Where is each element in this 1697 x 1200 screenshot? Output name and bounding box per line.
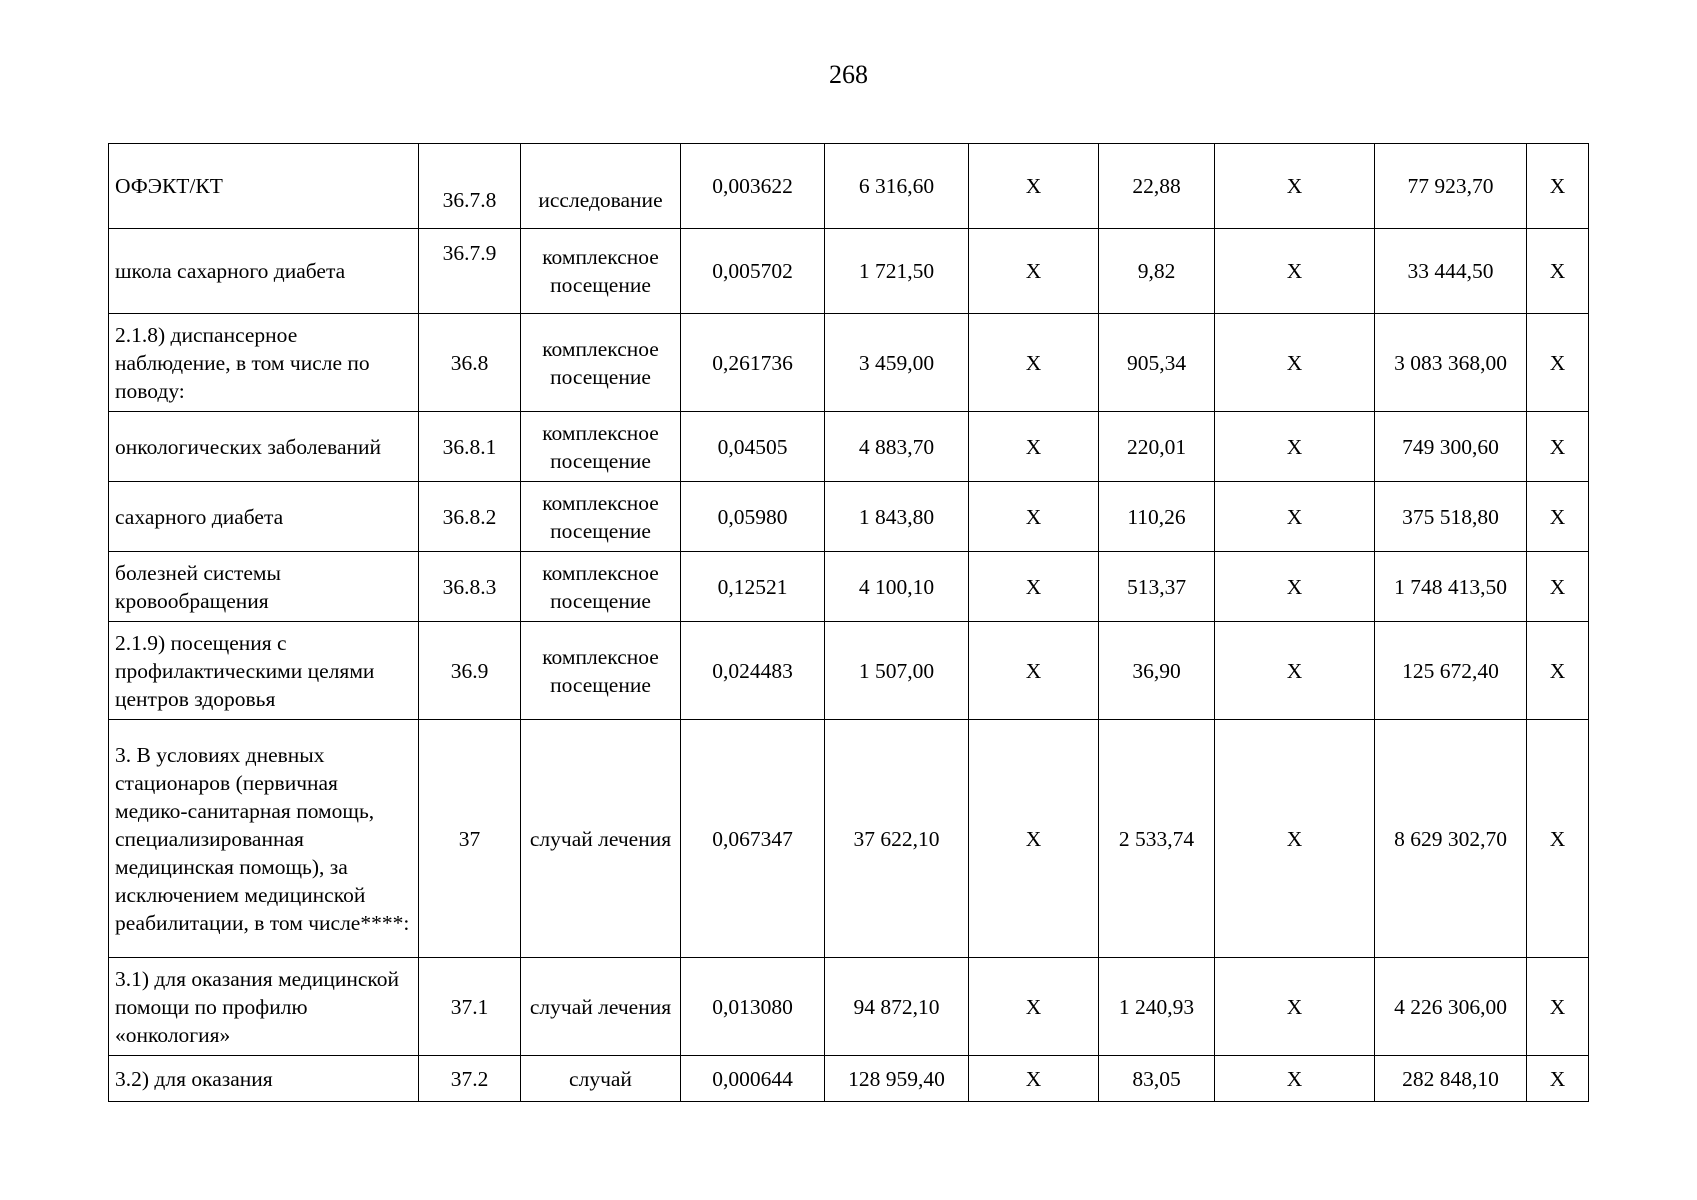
cell-cost: 1 843,80 [825, 482, 969, 552]
cell-x: X [1215, 144, 1375, 229]
cell-x: X [1215, 720, 1375, 958]
cell-unit: случай [521, 1056, 681, 1102]
cell-unit: комплексное посещение [521, 314, 681, 412]
cell-x: X [1215, 552, 1375, 622]
cell-name: 3.2) для оказания [109, 1056, 419, 1102]
cell-total: 77 923,70 [1375, 144, 1527, 229]
cell-code: 37.2 [419, 1056, 521, 1102]
cell-total: 33 444,50 [1375, 229, 1527, 314]
cell-code: 36.9 [419, 622, 521, 720]
cell-norm: 0,005702 [681, 229, 825, 314]
cell-unit: комплексное посещение [521, 622, 681, 720]
cell-code: 36.7.8 [419, 144, 521, 229]
cell-unit: случай лечения [521, 958, 681, 1056]
cell-x: X [1527, 958, 1589, 1056]
cell-unit: комплексное посещение [521, 552, 681, 622]
cell-x: X [969, 1056, 1099, 1102]
cell-cost: 128 959,40 [825, 1056, 969, 1102]
table-row [109, 622, 1589, 720]
cell-total: 3 083 368,00 [1375, 314, 1527, 412]
cell-code: 36.8 [419, 314, 521, 412]
cell-x: X [1215, 958, 1375, 1056]
cell-cost: 1 507,00 [825, 622, 969, 720]
cell-code: 36.8.3 [419, 552, 521, 622]
cell-cost: 4 883,70 [825, 412, 969, 482]
table-row [109, 720, 1589, 958]
cell-total: 749 300,60 [1375, 412, 1527, 482]
cell-cost: 94 872,10 [825, 958, 969, 1056]
cell-per-capita: 83,05 [1099, 1056, 1215, 1102]
cell-per-capita: 9,82 [1099, 229, 1215, 314]
cell-x: X [969, 720, 1099, 958]
cell-x: X [1527, 314, 1589, 412]
cell-x: X [1215, 314, 1375, 412]
cell-name: 3.1) для оказания медицинской помощи по профилю «онкология» [109, 958, 419, 1056]
cell-x: X [1215, 412, 1375, 482]
cell-x: X [1527, 622, 1589, 720]
table-row [109, 144, 1589, 229]
cell-norm: 0,261736 [681, 314, 825, 412]
cell-unit: комплексное посещение [521, 412, 681, 482]
table-row [109, 552, 1589, 622]
cell-norm: 0,067347 [681, 720, 825, 958]
cell-norm: 0,04505 [681, 412, 825, 482]
cell-norm: 0,000644 [681, 1056, 825, 1102]
cell-x: X [969, 958, 1099, 1056]
cell-name: ОФЭКТ/КТ [109, 144, 419, 229]
cell-x: X [1527, 552, 1589, 622]
cell-code: 36.8.1 [419, 412, 521, 482]
cell-unit: комплексное посещение [521, 229, 681, 314]
cell-x: X [969, 144, 1099, 229]
cell-per-capita: 1 240,93 [1099, 958, 1215, 1056]
cell-x: X [1527, 412, 1589, 482]
cell-name: 2.1.8) диспансерное наблюдение, в том числе по поводу: [109, 314, 419, 412]
cell-total: 282 848,10 [1375, 1056, 1527, 1102]
cell-name: 3. В условиях дневных стационаров (первичная медико-санитарная помощь, специализированная медицинская помощь), за исключением медицинской реабилитации, в том числе****: [109, 720, 419, 958]
cell-x: X [1215, 229, 1375, 314]
cell-x: X [1215, 622, 1375, 720]
cell-x: X [969, 622, 1099, 720]
cell-code: 36.8.2 [419, 482, 521, 552]
cell-per-capita: 220,01 [1099, 412, 1215, 482]
cell-name: онкологических заболеваний [109, 412, 419, 482]
cell-total: 4 226 306,00 [1375, 958, 1527, 1056]
cell-x: X [969, 482, 1099, 552]
cell-cost: 6 316,60 [825, 144, 969, 229]
cell-code: 37 [419, 720, 521, 958]
table-row [109, 958, 1589, 1056]
cell-x: X [969, 314, 1099, 412]
cell-x: X [1215, 1056, 1375, 1102]
table-row [109, 412, 1589, 482]
cell-x: X [969, 229, 1099, 314]
cell-unit: комплексное посещение [521, 482, 681, 552]
cell-name: 2.1.9) посещения с профилактическими целями центров здоровья [109, 622, 419, 720]
cell-unit: исследование [521, 144, 681, 229]
table-row [109, 482, 1589, 552]
cell-per-capita: 110,26 [1099, 482, 1215, 552]
cell-per-capita: 513,37 [1099, 552, 1215, 622]
cell-cost: 37 622,10 [825, 720, 969, 958]
cell-total: 8 629 302,70 [1375, 720, 1527, 958]
cell-x: X [1527, 720, 1589, 958]
cell-per-capita: 905,34 [1099, 314, 1215, 412]
cell-cost: 3 459,00 [825, 314, 969, 412]
table-row [109, 314, 1589, 412]
cell-code: 36.7.9 [419, 229, 521, 314]
cell-name: болезней системы кровообращения [109, 552, 419, 622]
page-number: 268 [829, 60, 868, 89]
cell-x: X [1527, 1056, 1589, 1102]
cell-per-capita: 36,90 [1099, 622, 1215, 720]
cell-cost: 4 100,10 [825, 552, 969, 622]
cell-name: сахарного диабета [109, 482, 419, 552]
cell-per-capita: 22,88 [1099, 144, 1215, 229]
cell-x: X [1215, 482, 1375, 552]
cell-norm: 0,12521 [681, 552, 825, 622]
cell-code: 37.1 [419, 958, 521, 1056]
cell-per-capita: 2 533,74 [1099, 720, 1215, 958]
table-row [109, 229, 1589, 314]
table-row [109, 1056, 1589, 1102]
cell-total: 375 518,80 [1375, 482, 1527, 552]
cell-norm: 0,024483 [681, 622, 825, 720]
cell-name: школа сахарного диабета [109, 229, 419, 314]
cell-total: 125 672,40 [1375, 622, 1527, 720]
cell-total: 1 748 413,50 [1375, 552, 1527, 622]
cell-x: X [1527, 144, 1589, 229]
cell-unit: случай лечения [521, 720, 681, 958]
data-table [108, 143, 1589, 1102]
cell-x: X [1527, 482, 1589, 552]
cell-cost: 1 721,50 [825, 229, 969, 314]
cell-x: X [969, 552, 1099, 622]
cell-norm: 0,013080 [681, 958, 825, 1056]
cell-x: X [969, 412, 1099, 482]
cell-norm: 0,003622 [681, 144, 825, 229]
cell-x: X [1527, 229, 1589, 314]
cell-norm: 0,05980 [681, 482, 825, 552]
